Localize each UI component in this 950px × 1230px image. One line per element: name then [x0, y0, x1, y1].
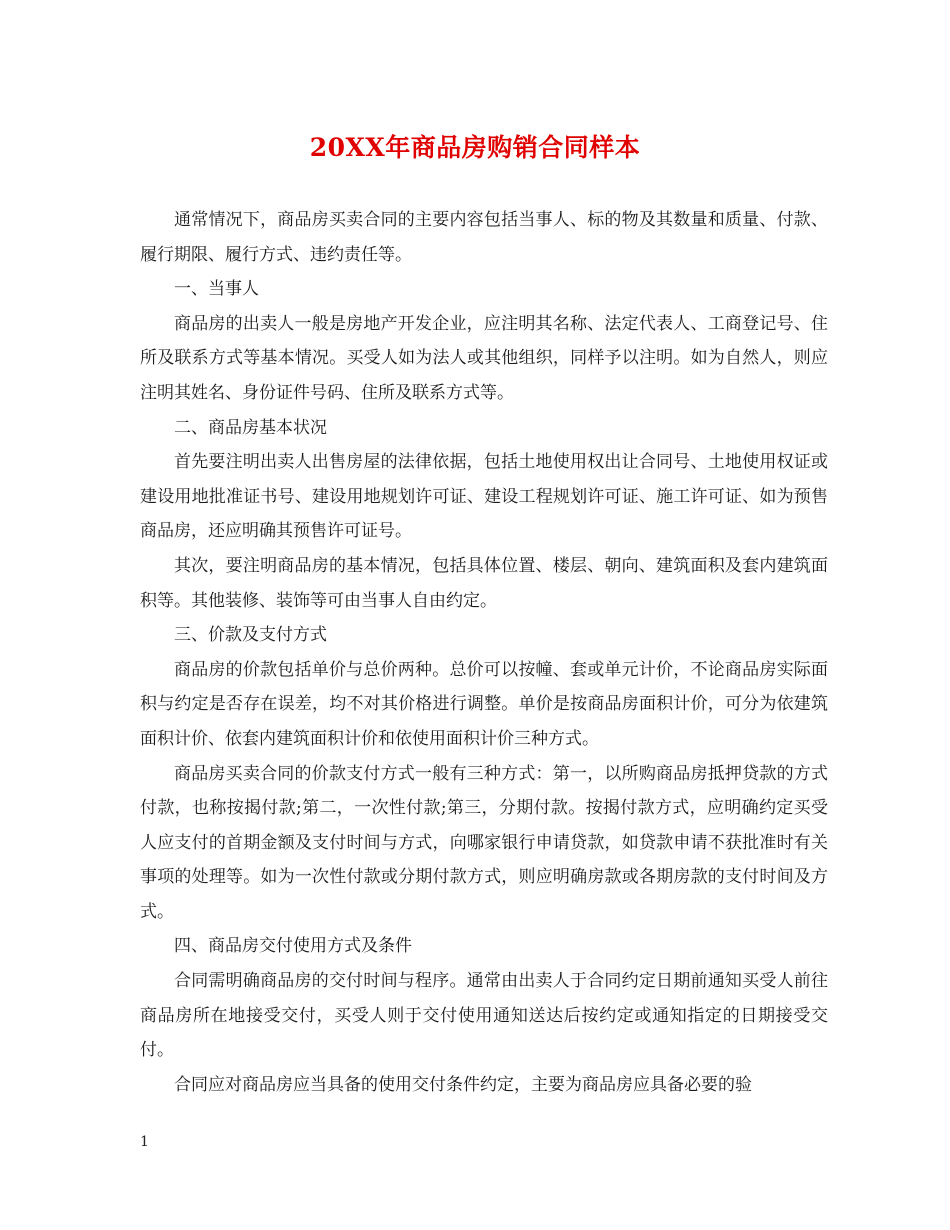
paragraph-delivery-time: 合同需明确商品房的交付时间与程序。通常由出卖人于合同约定日期前通知买受人前往商品房所在地接受交付，买受人则于交付使用通知送达后按约定或通知指定的日期接受交付。 — [140, 971, 828, 1061]
paragraph-delivery-conditions: 合同应对商品房应当具备的使用交付条件约定，主要为商品房应具备必要的验 — [174, 1074, 752, 1095]
document-body — [140, 203, 828, 1102]
paragraph-price: 商品房的价款包括单价与总价两种。总价可以按幢、套或单元计价，不论商品房实际面积与约定是否存在误差，均不对其价格进行调整。单价是按商品房面积计价，可分为依建筑面积计价、依套内建筑面积计价和依使用面积计价三种方式。 — [140, 659, 828, 749]
paragraph-property-details: 其次，要注明商品房的基本情况，包括具体位置、楼层、朝向、建筑面积及套内建筑面积等。其他装修、装饰等可由当事人自由约定。 — [140, 555, 828, 611]
section-heading-delivery: 四、商品房交付使用方式及条件 — [174, 936, 412, 957]
paragraph-legal-basis: 首先要注明出卖人出售房屋的法律依据，包括土地使用权出让合同号、土地使用权证或建设用地批准证书号、建设用地规划许可证、建设工程规划许可证、施工许可证、如为预售商品房，还应明确其预售许可证号。 — [140, 452, 828, 542]
section-heading-property-status: 二、商品房基本状况 — [174, 417, 327, 438]
section-heading-price-payment: 三、价款及支付方式 — [174, 625, 327, 646]
paragraph-payment-methods: 商品房买卖合同的价款支付方式一般有三种方式：第一，以所购商品房抵押贷款的方式付款，也称按揭付款;第二，一次性付款;第三，分期付款。按揭付款方式，应明确约定买受人应支付的首期金额及支付时间与方式，向哪家银行申请贷款，如贷款申请不获批准时有关事项的处理等。如为一次性付款或分期付款方式，则应明确房款或各期房款的支付时间及方式。 — [140, 763, 828, 922]
document-title: 20XX年商品房购销合同样本 — [309, 133, 641, 162]
paragraph-parties: 商品房的出卖人一般是房地产开发企业，应注明其名称、法定代表人、工商登记号、住所及联系方式等基本情况。买受人如为法人或其他组织，同样予以注明。如为自然人，则应注明其姓名、身份证件号码、住所及联系方式等。 — [140, 313, 828, 403]
page-number: 1 — [140, 1134, 149, 1150]
section-heading-parties: 一、当事人 — [174, 279, 259, 300]
paragraph-intro: 通常情况下，商品房买卖合同的主要内容包括当事人、标的物及其数量和质量、付款、履行期限、履行方式、违约责任等。 — [140, 210, 828, 265]
